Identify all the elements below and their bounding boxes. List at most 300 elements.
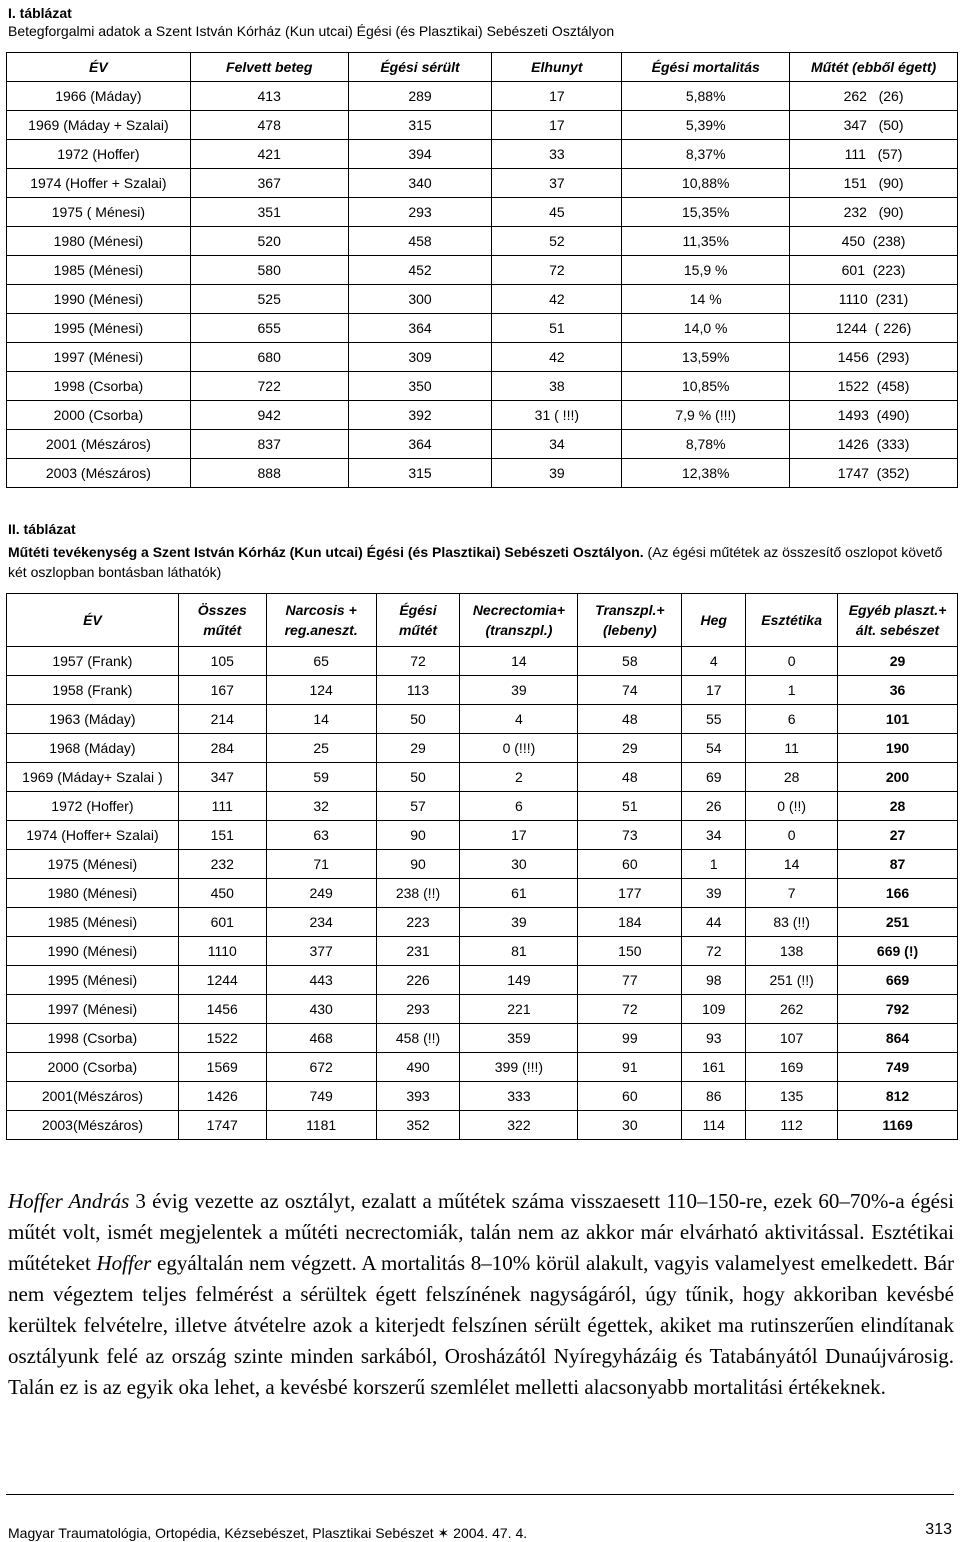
table-cell: 458 xyxy=(348,227,492,256)
table-cell: 1110 (231) xyxy=(790,285,958,314)
table-cell: 8,78% xyxy=(622,430,790,459)
table-row xyxy=(7,169,958,198)
table-cell: 51 xyxy=(578,792,682,821)
table-cell: 350 xyxy=(348,372,492,401)
table-cell: 478 xyxy=(190,111,348,140)
table-cell: 7 xyxy=(746,879,838,908)
table-row xyxy=(7,111,958,140)
table1-header-row xyxy=(7,53,958,82)
table-cell: 1980 (Ménesi) xyxy=(7,227,191,256)
table-row xyxy=(7,227,958,256)
header-line: Necrectomia+ xyxy=(472,602,566,618)
footer-journal: Magyar Traumatológia, Ortopédia, Kézsebészet, Plasztikai Sebészet ✶ 2004. 47. 4. xyxy=(8,1525,528,1541)
table-cell: 166 xyxy=(838,879,958,908)
table-cell: 1456 (293) xyxy=(790,343,958,372)
table1-header-cell: Elhunyt xyxy=(492,53,622,82)
table1-heading xyxy=(8,4,614,40)
table-cell: 347 (50) xyxy=(790,111,958,140)
table-cell: 251 xyxy=(838,908,958,937)
table-cell: 450 (238) xyxy=(790,227,958,256)
table-cell: 1968 (Máday) xyxy=(7,734,179,763)
table-row xyxy=(7,140,958,169)
table-cell: 1963 (Máday) xyxy=(7,705,179,734)
table-row xyxy=(7,734,958,763)
table-cell: 680 xyxy=(190,343,348,372)
table-cell: 399 (!!!) xyxy=(460,1053,578,1082)
table-cell: 231 xyxy=(376,937,460,966)
table-row xyxy=(7,82,958,111)
table-cell: 77 xyxy=(578,966,682,995)
table-cell: 14 xyxy=(266,705,376,734)
table-cell: 7,9 % (!!!) xyxy=(622,401,790,430)
header-line: ÉV xyxy=(83,612,102,628)
table-cell: 351 xyxy=(190,198,348,227)
table-row xyxy=(7,763,958,792)
table-cell: 1969 (Máday + Szalai) xyxy=(7,111,191,140)
header-line: Egyéb plaszt.+ xyxy=(848,602,947,618)
table-cell: 83 (!!) xyxy=(746,908,838,937)
table-cell: 39 xyxy=(460,676,578,705)
table-cell: 1 xyxy=(682,850,746,879)
table-cell: 413 xyxy=(190,82,348,111)
table-cell: 111 (57) xyxy=(790,140,958,169)
table-cell: 15,35% xyxy=(622,198,790,227)
header-line: műtét xyxy=(203,622,242,638)
table-cell: 669 xyxy=(838,966,958,995)
table2-note: (Az égési műtétek az összesítő oszlopot követő két oszlopban bontásban láthatók) xyxy=(8,544,943,580)
table-cell: 232 (90) xyxy=(790,198,958,227)
table-cell: 72 xyxy=(376,647,460,676)
table-cell: 13,59% xyxy=(622,343,790,372)
table-cell: 864 xyxy=(838,1024,958,1053)
table-cell: 234 xyxy=(266,908,376,937)
table-cell: 14 xyxy=(746,850,838,879)
table-cell: 293 xyxy=(376,995,460,1024)
table-cell: 1110 xyxy=(178,937,266,966)
table1-label: I. táblázat xyxy=(8,5,72,21)
table2-label: II. táblázat xyxy=(8,521,76,537)
table-cell: 11,35% xyxy=(622,227,790,256)
header-line: Heg xyxy=(700,612,727,628)
table-cell: 221 xyxy=(460,995,578,1024)
table-cell: 669 (!) xyxy=(838,937,958,966)
table-cell: 490 xyxy=(376,1053,460,1082)
table-cell: 393 xyxy=(376,1082,460,1111)
table2-title: Műtéti tevékenység a Szent István Kórház (Kun utcai) Égési (és Plasztikai) Sebészeti Osztályon. xyxy=(8,544,644,560)
table-cell: 232 xyxy=(178,850,266,879)
table-cell: 69 xyxy=(682,763,746,792)
table-cell: 888 xyxy=(190,459,348,488)
table-cell: 39 xyxy=(492,459,622,488)
table-cell: 315 xyxy=(348,459,492,488)
table-cell: 289 xyxy=(348,82,492,111)
table-cell: 1747 (352) xyxy=(790,459,958,488)
table-cell: 468 xyxy=(266,1024,376,1053)
table2-header-cell xyxy=(682,594,746,647)
table-cell: 1975 ( Ménesi) xyxy=(7,198,191,227)
table-cell: 1969 (Máday+ Szalai ) xyxy=(7,763,179,792)
table-cell: 151 xyxy=(178,821,266,850)
table1-title: Betegforgalmi adatok a Szent István Kórház (Kun utcai) Égési (és Plasztikai) Sebészeti Osztályon xyxy=(8,23,615,39)
table-cell: 1974 (Hoffer + Szalai) xyxy=(7,169,191,198)
header-line: (transzpl.) xyxy=(485,622,553,638)
table-cell: 150 xyxy=(578,937,682,966)
table-cell: 1995 (Ménesi) xyxy=(7,966,179,995)
table-cell: 364 xyxy=(348,314,492,343)
table-cell: 1747 xyxy=(178,1111,266,1140)
table-cell: 1 xyxy=(746,676,838,705)
table-cell: 322 xyxy=(460,1111,578,1140)
table-row xyxy=(7,1024,958,1053)
table-row xyxy=(7,459,958,488)
table-cell: 55 xyxy=(682,705,746,734)
table-cell: 17 xyxy=(492,82,622,111)
table-cell: 72 xyxy=(492,256,622,285)
table-cell: 1997 (Ménesi) xyxy=(7,343,191,372)
table2-header-cell xyxy=(460,594,578,647)
table-cell: 135 xyxy=(746,1082,838,1111)
table-cell: 2001 (Mészáros) xyxy=(7,430,191,459)
table-cell: 1995 (Ménesi) xyxy=(7,314,191,343)
table-cell: 1426 xyxy=(178,1082,266,1111)
table-cell: 27 xyxy=(838,821,958,850)
table-cell: 655 xyxy=(190,314,348,343)
table-cell: 42 xyxy=(492,343,622,372)
header-line: reg.aneszt. xyxy=(284,622,358,638)
table-cell: 65 xyxy=(266,647,376,676)
table-cell: 38 xyxy=(492,372,622,401)
table-cell: 177 xyxy=(578,879,682,908)
body-paragraph xyxy=(8,1186,954,1403)
table-cell: 10,88% xyxy=(622,169,790,198)
table-cell: 1972 (Hoffer) xyxy=(7,792,179,821)
table-cell: 91 xyxy=(578,1053,682,1082)
table-cell: 30 xyxy=(460,850,578,879)
table-cell: 12,38% xyxy=(622,459,790,488)
table-row xyxy=(7,198,958,227)
table-cell: 29 xyxy=(376,734,460,763)
table-cell: 37 xyxy=(492,169,622,198)
table-cell: 1169 xyxy=(838,1111,958,1140)
table-cell: 1456 xyxy=(178,995,266,1024)
table-cell: 601 xyxy=(178,908,266,937)
table-cell: 223 xyxy=(376,908,460,937)
table-cell: 90 xyxy=(376,821,460,850)
table-cell: 749 xyxy=(838,1053,958,1082)
table-cell: 792 xyxy=(838,995,958,1024)
table-cell: 30 xyxy=(578,1111,682,1140)
table-cell: 1244 ( 226) xyxy=(790,314,958,343)
table-row xyxy=(7,908,958,937)
table-cell: 1569 xyxy=(178,1053,266,1082)
table-cell: 1975 (Ménesi) xyxy=(7,850,179,879)
table2-header-cell xyxy=(266,594,376,647)
table-cell: 29 xyxy=(578,734,682,763)
table-cell: 59 xyxy=(266,763,376,792)
table-cell: 2003(Mészáros) xyxy=(7,1111,179,1140)
table-cell: 14,0 % xyxy=(622,314,790,343)
table-cell: 17 xyxy=(682,676,746,705)
table2-caption xyxy=(8,542,952,582)
table-cell: 6 xyxy=(460,792,578,821)
table-cell: 72 xyxy=(578,995,682,1024)
table-cell: 98 xyxy=(682,966,746,995)
table-cell: 1244 xyxy=(178,966,266,995)
table-cell: 61 xyxy=(460,879,578,908)
table-row xyxy=(7,285,958,314)
table-cell: 0 (!!) xyxy=(746,792,838,821)
table-cell: 113 xyxy=(376,676,460,705)
table-cell: 5,88% xyxy=(622,82,790,111)
header-line: Narcosis + xyxy=(285,602,357,618)
table-cell: 812 xyxy=(838,1082,958,1111)
table-cell: 28 xyxy=(746,763,838,792)
table1-header-cell: Műtét (ebből égett) xyxy=(790,53,958,82)
table-row xyxy=(7,879,958,908)
table-cell: 837 xyxy=(190,430,348,459)
table-row xyxy=(7,792,958,821)
table-row xyxy=(7,705,958,734)
table-cell: 8,37% xyxy=(622,140,790,169)
table-row xyxy=(7,372,958,401)
table1 xyxy=(6,52,958,488)
table-cell: 99 xyxy=(578,1024,682,1053)
table-row xyxy=(7,314,958,343)
table-cell: 52 xyxy=(492,227,622,256)
table-cell: 364 xyxy=(348,430,492,459)
body-text-1: 3 évig vezette az osztályt, ezalatt a műtétek száma visszaesett 110–150-re, ezek 60–70%-a égési műtét volt, ismét megjelentek a műtéti necrectomiák, talán nem az akkor már elvárható aktivitással. Esztétikai műtéteket xyxy=(8,1189,954,1275)
table-cell: 87 xyxy=(838,850,958,879)
table-cell: 54 xyxy=(682,734,746,763)
table-cell: 1522 (458) xyxy=(790,372,958,401)
table-cell: 1980 (Ménesi) xyxy=(7,879,179,908)
table-cell: 6 xyxy=(746,705,838,734)
table-cell: 81 xyxy=(460,937,578,966)
table-cell: 33 xyxy=(492,140,622,169)
table-cell: 1958 (Frank) xyxy=(7,676,179,705)
table-cell: 251 (!!) xyxy=(746,966,838,995)
header-line: (lebeny) xyxy=(603,622,657,638)
table-cell: 167 xyxy=(178,676,266,705)
table-cell: 25 xyxy=(266,734,376,763)
table-cell: 90 xyxy=(376,850,460,879)
table2-header-cell xyxy=(746,594,838,647)
table-cell: 161 xyxy=(682,1053,746,1082)
table-cell: 57 xyxy=(376,792,460,821)
table-cell: 309 xyxy=(348,343,492,372)
table-cell: 580 xyxy=(190,256,348,285)
table-cell: 63 xyxy=(266,821,376,850)
table-cell: 32 xyxy=(266,792,376,821)
table-cell: 184 xyxy=(578,908,682,937)
table-cell: 190 xyxy=(838,734,958,763)
table-cell: 1493 (490) xyxy=(790,401,958,430)
table-cell: 4 xyxy=(682,647,746,676)
table-cell: 17 xyxy=(460,821,578,850)
table-cell: 249 xyxy=(266,879,376,908)
table-row xyxy=(7,937,958,966)
table-cell: 293 xyxy=(348,198,492,227)
table-cell: 48 xyxy=(578,763,682,792)
table-cell: 1957 (Frank) xyxy=(7,647,179,676)
table-cell: 394 xyxy=(348,140,492,169)
table-cell: 74 xyxy=(578,676,682,705)
table-cell: 525 xyxy=(190,285,348,314)
table-cell: 262 (26) xyxy=(790,82,958,111)
footer-divider xyxy=(6,1494,954,1495)
table-cell: 262 xyxy=(746,995,838,1024)
table-cell: 347 xyxy=(178,763,266,792)
table-cell: 1997 (Ménesi) xyxy=(7,995,179,1024)
table-cell: 42 xyxy=(492,285,622,314)
table-cell: 111 xyxy=(178,792,266,821)
table-cell: 1990 (Ménesi) xyxy=(7,937,179,966)
table-cell: 169 xyxy=(746,1053,838,1082)
table-cell: 1966 (Máday) xyxy=(7,82,191,111)
table-cell: 2001(Mészáros) xyxy=(7,1082,179,1111)
table-row xyxy=(7,676,958,705)
table-cell: 151 (90) xyxy=(790,169,958,198)
table-cell: 60 xyxy=(578,850,682,879)
table-row xyxy=(7,256,958,285)
table-cell: 93 xyxy=(682,1024,746,1053)
table1-header-cell: Égési sérült xyxy=(348,53,492,82)
header-line: Transzpl.+ xyxy=(595,602,665,618)
table-cell: 86 xyxy=(682,1082,746,1111)
table-cell: 672 xyxy=(266,1053,376,1082)
table-cell: 2003 (Mészáros) xyxy=(7,459,191,488)
table-cell: 333 xyxy=(460,1082,578,1111)
table1-header-cell: ÉV xyxy=(7,53,191,82)
author-name: Hoffer András xyxy=(8,1189,130,1213)
table-cell: 50 xyxy=(376,763,460,792)
table-cell: 31 ( !!!) xyxy=(492,401,622,430)
table-cell: 109 xyxy=(682,995,746,1024)
table-cell: 1998 (Csorba) xyxy=(7,372,191,401)
table-cell: 2000 (Csorba) xyxy=(7,401,191,430)
table-row xyxy=(7,966,958,995)
table-cell: 443 xyxy=(266,966,376,995)
header-line: Összes xyxy=(197,602,247,618)
table-cell: 1998 (Csorba) xyxy=(7,1024,179,1053)
table-cell: 1974 (Hoffer+ Szalai) xyxy=(7,821,179,850)
header-line: műtét xyxy=(398,622,438,638)
table-cell: 51 xyxy=(492,314,622,343)
table2-header-cell xyxy=(7,594,179,647)
table2 xyxy=(6,593,958,1140)
table-cell: 749 xyxy=(266,1082,376,1111)
table-cell: 39 xyxy=(460,908,578,937)
table-cell: 0 xyxy=(746,647,838,676)
header-line: ált. sebészet xyxy=(855,622,940,638)
table-cell: 392 xyxy=(348,401,492,430)
table-cell: 36 xyxy=(838,676,958,705)
table-cell: 112 xyxy=(746,1111,838,1140)
table-cell: 238 (!!) xyxy=(376,879,460,908)
table-cell: 48 xyxy=(578,705,682,734)
table-row xyxy=(7,1082,958,1111)
table-cell: 50 xyxy=(376,705,460,734)
table-cell: 1426 (333) xyxy=(790,430,958,459)
table2-header-cell xyxy=(178,594,266,647)
table-row xyxy=(7,850,958,879)
table-cell: 28 xyxy=(838,792,958,821)
table-cell: 105 xyxy=(178,647,266,676)
table2-header-cell xyxy=(578,594,682,647)
table2-header-cell xyxy=(838,594,958,647)
table-cell: 1985 (Ménesi) xyxy=(7,908,179,937)
table2-header-row xyxy=(7,594,958,647)
table-cell: 17 xyxy=(492,111,622,140)
author-name-2: Hoffer xyxy=(96,1251,152,1275)
table-row xyxy=(7,995,958,1024)
table-cell: 149 xyxy=(460,966,578,995)
table-cell: 430 xyxy=(266,995,376,1024)
table-row xyxy=(7,343,958,372)
table-cell: 421 xyxy=(190,140,348,169)
table-cell: 1985 (Ménesi) xyxy=(7,256,191,285)
table-cell: 359 xyxy=(460,1024,578,1053)
table2-heading xyxy=(8,520,76,538)
table-cell: 39 xyxy=(682,879,746,908)
table-cell: 214 xyxy=(178,705,266,734)
table-cell: 10,85% xyxy=(622,372,790,401)
table-cell: 2 xyxy=(460,763,578,792)
table-cell: 45 xyxy=(492,198,622,227)
table-cell: 367 xyxy=(190,169,348,198)
table-cell: 73 xyxy=(578,821,682,850)
table1-header-cell: Felvett beteg xyxy=(190,53,348,82)
table-cell: 284 xyxy=(178,734,266,763)
table-cell: 58 xyxy=(578,647,682,676)
table-cell: 1990 (Ménesi) xyxy=(7,285,191,314)
table-cell: 71 xyxy=(266,850,376,879)
header-line: Égési xyxy=(399,602,437,618)
table-cell: 722 xyxy=(190,372,348,401)
table1-header-cell: Égési mortalitás xyxy=(622,53,790,82)
table-cell: 315 xyxy=(348,111,492,140)
table-cell: 377 xyxy=(266,937,376,966)
table-cell: 34 xyxy=(682,821,746,850)
table-cell: 942 xyxy=(190,401,348,430)
table-cell: 11 xyxy=(746,734,838,763)
table-cell: 124 xyxy=(266,676,376,705)
table-row xyxy=(7,401,958,430)
table-cell: 15,9 % xyxy=(622,256,790,285)
table-cell: 1522 xyxy=(178,1024,266,1053)
table-cell: 14 % xyxy=(622,285,790,314)
body-text-2: egyáltalán nem végzett. A mortalitás 8–10% körül alakult, vagyis valamelyest emelkedett. Bár nem végeztem teljes felmérést a sérültek égett felszínének nagyságáról, úgy tűnik, hogy akkoriban kevésbé kerültek felvételre, illetve átvételre azok a kiterjedt felszínen sérült égettek, akiket ma rutinszerűen elindítanak osztályunk felé az ország szinte minden sarkából, Orosházától Nyíregyházáig és Tatabányától Dunaújvárosig. Talán ez is az egyik oka lehet, a kevésbé korszerű szemlélet melletti alacsonyabb mortalitási értékeknek. xyxy=(8,1251,954,1399)
table-cell: 200 xyxy=(838,763,958,792)
table-cell: 29 xyxy=(838,647,958,676)
table-cell: 4 xyxy=(460,705,578,734)
table-cell: 458 (!!) xyxy=(376,1024,460,1053)
table-cell: 340 xyxy=(348,169,492,198)
table2-header-cell xyxy=(376,594,460,647)
page-number: 313 xyxy=(925,1521,952,1538)
table-cell: 452 xyxy=(348,256,492,285)
table-cell: 114 xyxy=(682,1111,746,1140)
table-cell: 0 xyxy=(746,821,838,850)
table-cell: 44 xyxy=(682,908,746,937)
table-cell: 60 xyxy=(578,1082,682,1111)
table-cell: 520 xyxy=(190,227,348,256)
table-cell: 72 xyxy=(682,937,746,966)
table-row xyxy=(7,1111,958,1140)
table-cell: 101 xyxy=(838,705,958,734)
table-cell: 226 xyxy=(376,966,460,995)
table-cell: 2000 (Csorba) xyxy=(7,1053,179,1082)
